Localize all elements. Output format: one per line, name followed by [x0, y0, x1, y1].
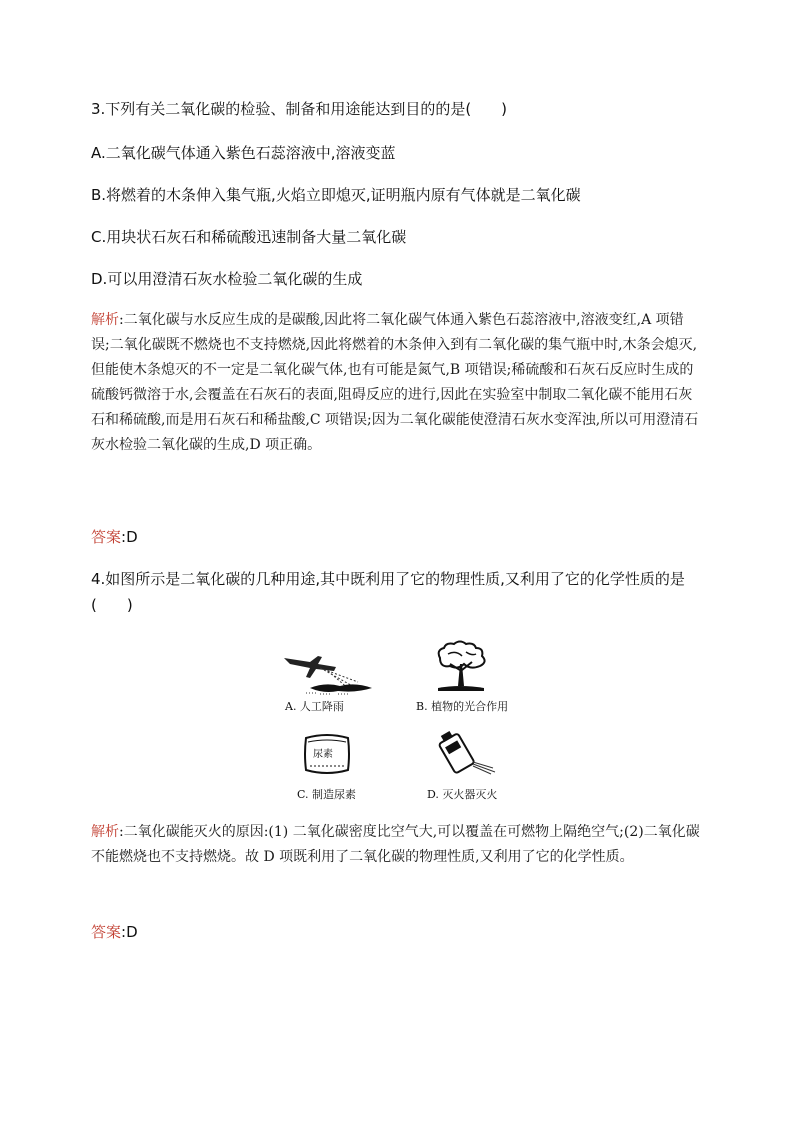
explanation-text: :二氧化碳能灭火的原因:(1) 二氧化碳密度比空气大,可以覆盖在可燃物上隔绝空气;(2)二氧化碳不能燃烧也不支持燃烧。故 D 项既利用了二氧化碳的物理性质,又利用了它的化学性质。 [91, 824, 700, 865]
fire-extinguisher-illustration [435, 728, 499, 776]
q4-figure [280, 640, 550, 810]
q3-option-b: B.将燃着的木条伸入集气瓶,火焰立即熄灭,证明瓶内原有气体就是二氧化碳 [91, 186, 581, 204]
caption-a: A. 人工降雨 [285, 700, 344, 713]
explanation-text: :二氧化碳与水反应生成的是碳酸,因此将二氧化碳气体通入紫色石蕊溶液中,溶液变红,A 项错误;二氧化碳既不燃烧也不支持燃烧,因此将燃着的木条伸入到有二氧化碳的集气瓶中时,木条会熄灭,但能使木条熄灭的不一定是二氧化碳气体,也有可能是氮气,B 项错误;稀硫酸和石灰石反应时生成的硫酸钙微溶于水,会覆盖在石灰石的表面,阻碍反应的进行,因此在实验室中制取二氧化碳不能用石灰石和稀硫酸,而是用石灰石和稀盐酸,C 项错误;因为二氧化碳能使澄清石灰水变浑浊,所以可用澄清石灰水检验二氧化碳的生成,D 项正确。 [91, 312, 699, 453]
airplane-rain-illustration [280, 644, 380, 696]
answer-value: :D [121, 923, 138, 941]
q4-answer [91, 922, 138, 942]
caption-b: B. 植物的光合作用 [416, 700, 509, 713]
answer-value: :D [121, 528, 138, 546]
q4-stem: 4.如图所示是二氧化碳的几种用途,其中既利用了它的物理性质,又利用了它的化学性质的是( ) [91, 570, 685, 614]
caption-c: C. 制造尿素 [297, 788, 357, 801]
urea-bag-label: 尿素 [313, 749, 333, 760]
q3-stem: 3.下列有关二氧化碳的检验、制备和用途能达到目的的是( ) [91, 100, 508, 118]
q3-explanation [91, 308, 701, 458]
q4-explanation [91, 820, 701, 870]
answer-label: 答案 [91, 528, 122, 546]
answer-label: 答案 [91, 923, 122, 941]
explanation-label: 解析 [91, 824, 119, 840]
q3-option-d: D.可以用澄清石灰水检验二氧化碳的生成 [91, 270, 363, 288]
caption-d: D. 灭火器灭火 [427, 788, 498, 801]
explanation-label: 解析 [91, 312, 119, 328]
q3-option-c: C.用块状石灰石和稀硫酸迅速制备大量二氧化碳 [91, 228, 407, 246]
tree-illustration [430, 640, 494, 696]
q3-option-a: A.二氧化碳气体通入紫色石蕊溶液中,溶液变蓝 [91, 144, 396, 162]
q3-answer [91, 527, 138, 547]
